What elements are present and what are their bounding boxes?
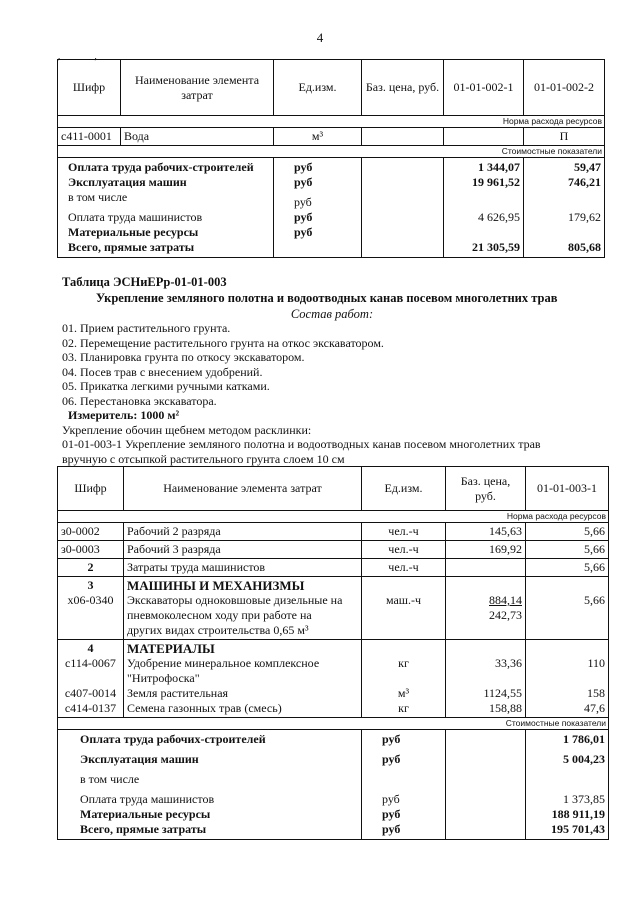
resource-unit: чел.-ч — [362, 523, 446, 541]
cost-unit: руб — [294, 175, 313, 189]
cost-value: 1 344,07 — [478, 160, 520, 174]
col-header-unit: Ед.изм. — [274, 60, 362, 116]
resource-unit: чел.-ч — [362, 559, 446, 577]
resource-name: Удобрение минеральное комплексное — [127, 656, 320, 670]
cost-values-1 — [444, 158, 524, 258]
resource-name: других видах строительства 0,65 м³ — [127, 623, 309, 637]
cost-value: 188 911,19 — [551, 807, 605, 821]
resource-name: Семена газонных трав (смесь) — [127, 701, 282, 715]
cost-name: Оплата труда машинистов — [68, 210, 203, 224]
col-header-name: Наименование элемента затрат — [124, 467, 362, 511]
machines-names — [124, 577, 362, 640]
cost-value: 1 786,01 — [563, 732, 605, 746]
resource-price: 145,63 — [446, 523, 526, 541]
table-row — [58, 559, 609, 577]
resource-value: 158 — [587, 686, 605, 700]
cost-value: 21 305,59 — [472, 240, 520, 254]
resource-price: 169,92 — [446, 541, 526, 559]
resource-unit: чел.-ч — [362, 541, 446, 559]
col-header-code: Шифр — [58, 467, 124, 511]
list-item: 02. Перемещение растительного грунта на откос экскаватором. — [62, 335, 384, 350]
cost-price-empty — [446, 730, 526, 840]
table-row — [58, 523, 609, 541]
machines-section — [58, 577, 609, 640]
section-title-block — [62, 275, 622, 322]
cost-name: Эксплуатация машин — [68, 175, 187, 189]
cost-unit: руб — [294, 210, 313, 224]
cost-price-empty — [362, 158, 444, 258]
resource-code: з0-0002 — [58, 523, 124, 541]
resource-unit: маш.-ч — [385, 593, 422, 607]
resource-name: Затраты труда машинистов — [124, 559, 362, 577]
cost-value: 746,21 — [568, 175, 601, 189]
table-row — [58, 541, 609, 559]
cost-value — [527, 225, 601, 240]
resource-price: 884,14 — [489, 593, 522, 607]
cost-names — [58, 158, 274, 258]
cost-value: 1 373,85 — [563, 792, 605, 806]
page-number: 4 — [316, 30, 324, 45]
resource-value-2: П — [524, 128, 605, 146]
cost-unit: руб — [382, 752, 401, 766]
resource-value: 110 — [587, 656, 605, 670]
resource-code: х06-0340 — [67, 593, 114, 607]
resource-name: Вода — [121, 128, 274, 146]
resource-price — [446, 559, 526, 577]
cost-value — [527, 190, 601, 205]
cost-name: Всего, прямые затраты — [68, 240, 195, 254]
measure-unit: Измеритель: 1000 м² — [68, 408, 180, 422]
resource-value-1 — [444, 128, 524, 146]
scan-marks: , , — [58, 51, 113, 61]
table-subtitle: Укрепление земляного полотна и водоотводных канав посевом многолетних трав — [96, 291, 558, 305]
table-row — [58, 128, 605, 146]
norm-label-row — [58, 116, 605, 128]
machines-codes — [58, 577, 124, 640]
resource-name: Земля растительная — [127, 686, 229, 700]
cost-unit: руб — [382, 792, 400, 806]
cost-values-2 — [524, 158, 605, 258]
list-item: 05. Прикатка легкими ручными катками. — [62, 379, 270, 393]
cost-value: 4 626,95 — [478, 210, 520, 224]
col-header-price: Баз. цена, руб. — [362, 60, 444, 116]
cost-unit: руб — [294, 160, 313, 174]
resource-code: с407-0014 — [64, 686, 117, 700]
cost-block — [58, 158, 605, 258]
cost-name: Оплата труда рабочих-строителей — [68, 160, 254, 174]
cost-name: Эксплуатация машин — [80, 752, 199, 766]
machines-prices — [446, 577, 526, 640]
col-header-price: Баз. цена, руб. — [446, 467, 526, 511]
machines-units — [362, 577, 446, 640]
resource-price: 33,36 — [495, 656, 522, 670]
cost-value: 179,62 — [568, 210, 601, 224]
section-number: 2 — [58, 559, 124, 577]
resource-name: "Нитрофоска" — [127, 671, 200, 685]
cost-unit: руб — [382, 822, 401, 836]
resource-unit: м³ — [274, 128, 362, 146]
cost-name: в том числе — [68, 190, 128, 204]
cost-unit: руб — [382, 807, 401, 821]
col-header-code-2: 01-01-002-2 — [524, 60, 605, 116]
table-title: Таблица ЭСНиЕРр-01-01-003 — [62, 275, 227, 289]
table-header-row — [58, 60, 605, 116]
col-header-code-1: 01-01-002-1 — [444, 60, 524, 116]
resource-value: 47,6 — [584, 701, 605, 715]
cost-name: Всего, прямые затраты — [80, 822, 207, 836]
resource-value: 5,66 — [584, 593, 605, 607]
resource-unit: м³ — [397, 686, 410, 700]
resource-value: 5,66 — [526, 559, 609, 577]
cost-values — [526, 730, 609, 840]
cost-name: в том числе — [80, 772, 140, 786]
cost-value — [447, 190, 520, 205]
list-item: 04. Посев трав с внесением удобрений. — [62, 364, 263, 379]
cost-label: Стоимостные показатели — [58, 146, 605, 158]
cost-units — [362, 730, 446, 840]
resource-table-2 — [57, 466, 609, 840]
col-header-unit: Ед.изм. — [362, 467, 446, 511]
cost-label-row — [58, 146, 605, 158]
description-line: вручную с отсыпкой растительного грунта слоем 10 см — [62, 451, 345, 466]
materials-prices — [446, 640, 526, 718]
resource-table-1 — [57, 59, 605, 258]
cost-value: 5 004,23 — [563, 752, 605, 766]
cost-name: Оплата труда рабочих-строителей — [80, 732, 266, 746]
cost-unit: руб — [382, 732, 401, 746]
cost-label: Стоимостные показатели — [58, 718, 609, 730]
cost-unit: руб — [294, 195, 312, 209]
list-item: 03. Планировка грунта по откосу экскаватором. — [62, 350, 305, 364]
materials-values — [526, 640, 609, 718]
col-header-code-1: 01-01-003-1 — [526, 467, 609, 511]
description-line: 01-01-003-1 Укрепление земляного полотна и водоотводных канав посевом многолетних трав — [62, 437, 541, 451]
resource-code: с114-0067 — [65, 656, 116, 670]
cost-value: 19 961,52 — [472, 175, 520, 189]
cost-value: 805,68 — [568, 240, 601, 254]
resource-name: Экскаваторы одноковшовые дизельные на — [127, 593, 343, 607]
table-header-row — [58, 467, 609, 511]
resource-name: Рабочий 3 разряда — [124, 541, 362, 559]
resource-unit: кг — [398, 701, 409, 715]
list-item: 01. Прием растительного грунта. — [62, 321, 231, 335]
cost-value: 59,47 — [574, 160, 601, 174]
section-title: МАТЕРИАЛЫ — [127, 641, 215, 656]
cost-name: Материальные ресурсы — [80, 807, 211, 821]
materials-codes — [58, 640, 124, 718]
col-header-name: Наименование элемента затрат — [121, 60, 274, 116]
cost-label-row — [58, 718, 609, 730]
norm-label: Норма расхода ресурсов — [58, 511, 609, 523]
cost-name: Материальные ресурсы — [68, 225, 199, 239]
resource-code: с414-0137 — [64, 701, 117, 715]
resource-code: з0-0003 — [58, 541, 124, 559]
cost-value: 195 701,43 — [551, 822, 605, 836]
cost-block — [58, 730, 609, 840]
list-item: 06. Перестановка экскаватора. — [62, 393, 217, 408]
resource-price: 1124,55 — [483, 686, 522, 700]
description-line: Укрепление обочин щебнем методом расклинки: — [62, 422, 312, 437]
cost-name: Оплата труда машинистов — [80, 792, 215, 806]
resource-price: 242,73 — [489, 608, 522, 622]
cost-value — [447, 225, 520, 240]
norm-label-row — [58, 511, 609, 523]
resource-value: 5,66 — [526, 541, 609, 559]
cost-names — [58, 730, 362, 840]
section-title: МАШИНЫ И МЕХАНИЗМЫ — [127, 578, 305, 593]
work-steps — [62, 321, 541, 466]
resource-unit: кг — [398, 656, 409, 670]
resource-value: 5,66 — [526, 523, 609, 541]
materials-names — [124, 640, 362, 718]
machines-values — [526, 577, 609, 640]
resource-code: с411-0001 — [58, 128, 121, 146]
col-header-code: Шифр — [58, 60, 121, 116]
section-number: 4 — [87, 641, 94, 655]
section-number: 3 — [87, 578, 94, 592]
resource-name: пневмоколесном ходу при работе на — [127, 608, 312, 622]
resource-price — [362, 128, 444, 146]
resource-price: 158,88 — [489, 701, 522, 715]
materials-units — [362, 640, 446, 718]
resource-name: Рабочий 2 разряда — [124, 523, 362, 541]
cost-unit: руб — [294, 225, 313, 239]
cost-units — [274, 158, 362, 258]
materials-section — [58, 640, 609, 718]
norm-label: Норма расхода ресурсов — [58, 116, 605, 128]
composition-label: Состав работ: — [290, 307, 374, 321]
